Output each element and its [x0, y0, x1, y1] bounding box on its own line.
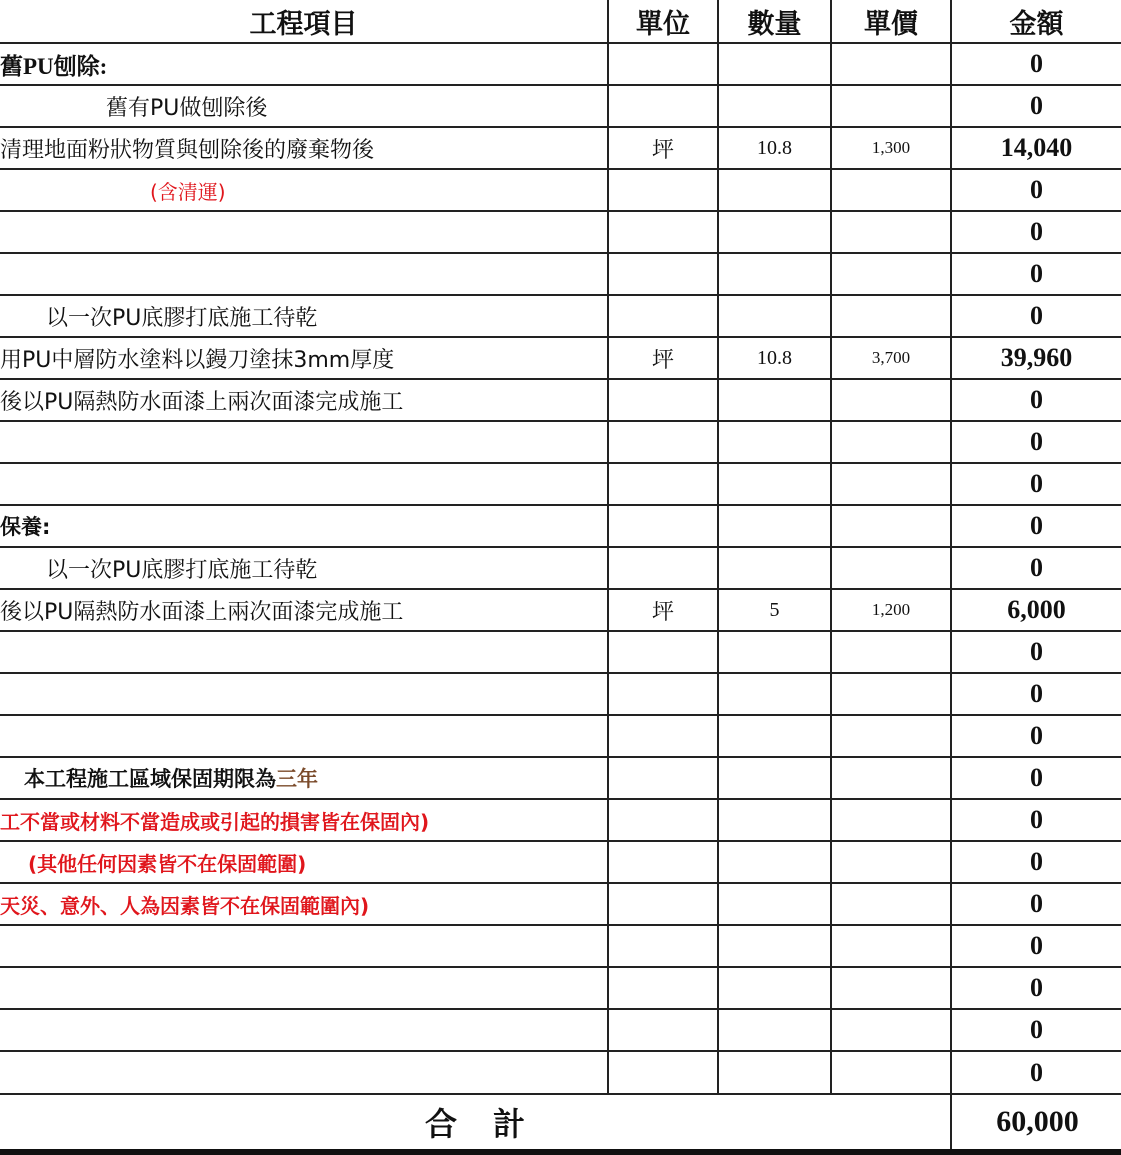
table-row	[0, 926, 1121, 968]
table-row	[0, 758, 1121, 800]
table-row	[0, 800, 1121, 842]
bottom-border	[0, 1149, 1121, 1155]
price-text: 3,700	[871, 348, 911, 367]
qty-text: 5	[769, 598, 780, 621]
warranty-period: 三年	[276, 767, 318, 791]
qty-text: 10.8	[757, 346, 792, 369]
amount-text: 0	[1030, 511, 1043, 540]
table-row	[0, 44, 1121, 86]
amount-text: 0	[1030, 1057, 1043, 1087]
table-header-row	[0, 0, 1121, 44]
amount-text: 0	[1030, 217, 1043, 246]
table-row	[0, 716, 1121, 758]
table-row	[0, 674, 1121, 716]
unit-text: 坪	[651, 137, 674, 163]
table-row	[0, 632, 1121, 674]
total-value: 60,000	[996, 1105, 1079, 1138]
header-unit: 單位	[607, 0, 717, 42]
amount-text: 0	[1030, 847, 1043, 876]
table-row	[0, 422, 1121, 464]
table-row	[0, 884, 1121, 926]
header-item: 工程項目	[249, 8, 358, 40]
amount-text: 0	[1030, 49, 1043, 78]
table-row	[0, 86, 1121, 128]
amount-text: 0	[1030, 763, 1043, 792]
amount-text: 0	[1030, 889, 1043, 918]
price-text: 1,200	[871, 600, 911, 619]
item-text: 工不當或材料不當造成或引起的損害皆在保固內)	[0, 809, 430, 834]
amount-text: 0	[1030, 721, 1043, 750]
amount-text: 0	[1030, 931, 1043, 960]
table-row	[0, 128, 1121, 170]
table-row	[0, 464, 1121, 506]
item-text: 舊PU刨除:	[0, 53, 108, 79]
item-text: 後以PU隔熱防水面漆上兩次面漆完成施工	[0, 599, 404, 625]
table-row	[0, 170, 1121, 212]
header-qty: 數量	[717, 0, 830, 42]
price-text: 1,300	[871, 138, 911, 157]
amount-text: 0	[1030, 469, 1043, 498]
table-row	[0, 296, 1121, 338]
amount-text: 0	[1030, 301, 1043, 330]
amount-text: 0	[1030, 973, 1043, 1002]
item-text: 保養:	[0, 515, 51, 539]
table-row	[0, 380, 1121, 422]
item-text: 以一次PU底膠打底施工待乾	[46, 305, 318, 331]
item-text: 後以PU隔熱防水面漆上兩次面漆完成施工	[0, 389, 404, 415]
unit-text: 坪	[651, 347, 674, 373]
table-row	[0, 212, 1121, 254]
table-row	[0, 548, 1121, 590]
amount-text: 0	[1030, 427, 1043, 456]
amount-text: 0	[1030, 637, 1043, 666]
amount-text: 0	[1030, 553, 1043, 582]
amount-text: 0	[1030, 175, 1043, 204]
total-label: 合計	[424, 1105, 561, 1143]
amount-text: 0	[1030, 385, 1043, 414]
item-text: (其他任何因素皆不在保固範圍)	[28, 851, 307, 876]
item-text: 清理地面粉狀物質與刨除後的廢棄物後	[0, 137, 375, 163]
warranty-text: 本工程施工區域保固期限為	[24, 767, 276, 791]
amount-text: 14,040	[1000, 133, 1073, 162]
table-row	[0, 506, 1121, 548]
amount-text: 0	[1030, 805, 1043, 834]
item-text: 舊有PU做刨除後	[106, 95, 268, 121]
amount-text: 0	[1030, 259, 1043, 288]
item-text: 天災、意外、人為因素皆不在保固範圍內)	[0, 893, 370, 918]
header-price: 單價	[830, 0, 950, 42]
amount-text: 39,960	[1000, 343, 1073, 372]
item-text: 以一次PU底膠打底施工待乾	[46, 557, 318, 583]
item-text: 用PU中層防水塗料以鏝刀塗抹3mm厚度	[0, 347, 395, 373]
header-amount: 金額	[950, 0, 1121, 42]
unit-text: 坪	[651, 599, 674, 625]
amount-text: 0	[1030, 1015, 1043, 1044]
table-row	[0, 254, 1121, 296]
table-row	[0, 1010, 1121, 1052]
amount-text: 0	[1030, 679, 1043, 708]
amount-text: 0	[1030, 91, 1043, 120]
table-row	[0, 968, 1121, 1010]
total-row	[0, 1095, 1121, 1155]
qty-text: 10.8	[757, 136, 792, 159]
item-text: (含清運)	[150, 179, 226, 204]
amount-text: 6,000	[1007, 595, 1066, 624]
table-row	[0, 842, 1121, 884]
table-row	[0, 1052, 1121, 1095]
table-row	[0, 590, 1121, 632]
table-row	[0, 338, 1121, 380]
